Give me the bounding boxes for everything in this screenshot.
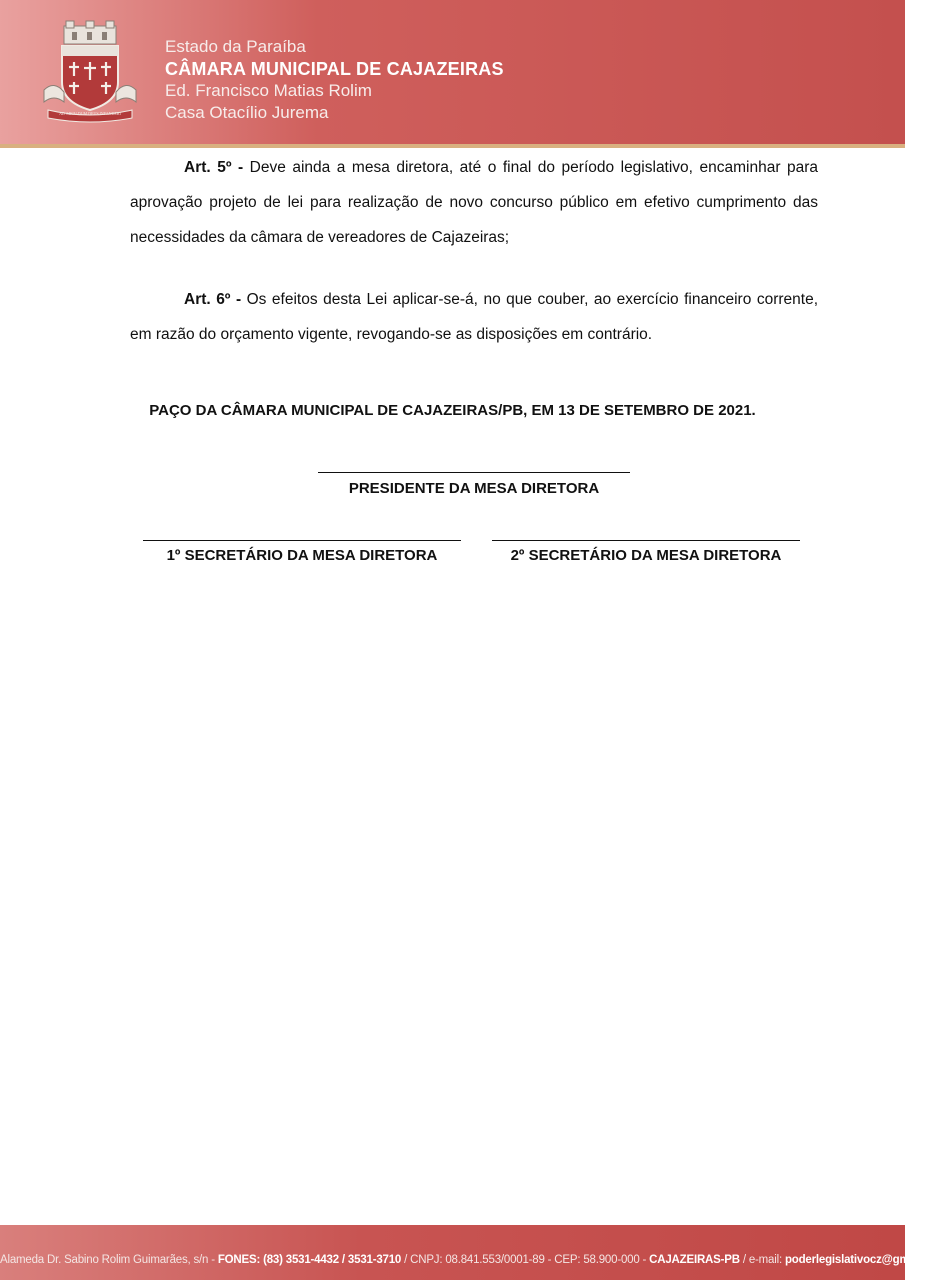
footer-city: CAJAZEIRAS-PB	[649, 1254, 740, 1266]
coat-of-arms-icon	[40, 20, 140, 125]
article-5-label: Art. 5º -	[184, 159, 244, 176]
president-signature-line	[318, 472, 630, 473]
house-name: Casa Otacílio Jurema	[165, 103, 329, 122]
footer-band	[0, 1225, 905, 1280]
article-6-label: Art. 6º -	[184, 291, 242, 308]
second-secretary-signature-line	[492, 540, 800, 541]
article-5-text: Deve ainda a mesa diretora, até o final do período legislativo, encaminhar para aprovação projeto de lei para realização de novo concurso público em efetivo cumprimento das necessidades da câmara de vereadores de Cajazeiras;	[130, 159, 819, 246]
letterhead-accent-line	[0, 144, 905, 148]
first-secretary-signature-line	[143, 540, 461, 541]
president-label: PRESIDENTE DA MESA DIRETORA	[348, 480, 600, 497]
footer-email: poderlegislativocz@gmail.com	[784, 1254, 948, 1266]
footer-email-label: / e-mail:	[739, 1254, 785, 1266]
footer-contact	[0, 1254, 948, 1266]
footer-phones: FONES: (83) 3531-4432 / 3531-3710	[217, 1254, 402, 1266]
footer-cnpj: / CNPJ: 08.841.553/0001-89 - CEP: 58.900-000 -	[401, 1254, 650, 1266]
second-secretary-label: 2º SECRETÁRIO DA MESA DIRETORA	[510, 547, 782, 564]
letterhead-text	[165, 36, 504, 124]
state-name: Estado da Paraíba	[165, 37, 306, 56]
footer-address: Alameda Dr. Sabino Rolim Guimarães, s/n -	[0, 1254, 218, 1266]
crest-motto: AD ARCU DUM DEUS INFANDERI	[59, 111, 121, 116]
article-6-text: Os efeitos desta Lei aplicar-se-á, no que couber, ao exercício financeiro corrente, em razão do orçamento vigente, revogando-se as disposições em contrário.	[130, 291, 818, 343]
chamber-name: CÂMARA MUNICIPAL DE CAJAZEIRAS	[165, 59, 504, 79]
article-6	[130, 282, 818, 352]
article-5	[130, 150, 818, 255]
first-secretary-label: 1º SECRETÁRIO DA MESA DIRETORA	[166, 547, 438, 564]
closing-statement: PAÇO DA CÂMARA MUNICIPAL DE CAJAZEIRAS/PB, EM 13 DE SETEMBRO DE 2021.	[149, 402, 756, 419]
building-name: Ed. Francisco Matias Rolim	[165, 81, 372, 100]
